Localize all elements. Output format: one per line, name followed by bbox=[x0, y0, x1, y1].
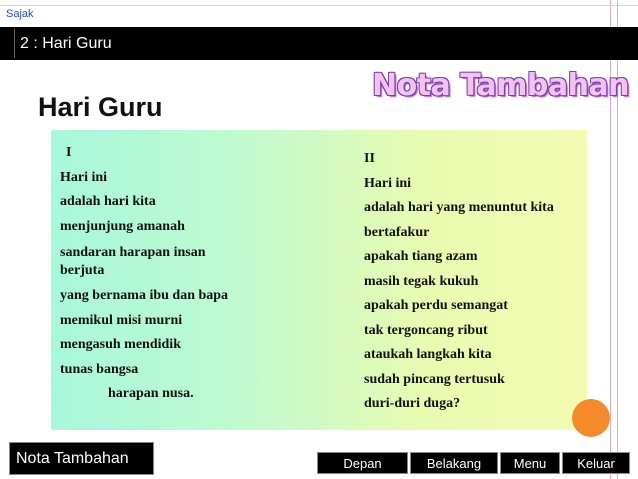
title-divider bbox=[14, 29, 15, 58]
stanza-one bbox=[60, 141, 260, 407]
nota-tambahan-button[interactable]: Nota Tambahan bbox=[9, 442, 154, 475]
ruled-line bbox=[0, 5, 638, 6]
poem-line: Hari ini bbox=[60, 169, 108, 185]
poem-line: apakah tiang azam bbox=[364, 249, 478, 264]
nav-menu-button[interactable]: Menu bbox=[500, 452, 560, 474]
nav-depan-button[interactable]: Depan bbox=[317, 452, 408, 474]
nav-keluar-button[interactable]: Keluar bbox=[562, 452, 630, 474]
poem-line: berjuta bbox=[60, 263, 105, 278]
stanza-numeral: II bbox=[364, 151, 375, 166]
poem-line: tak tergoncang ribut bbox=[364, 322, 488, 338]
page-heading: Hari Guru bbox=[38, 92, 163, 122]
nav-belakang-button[interactable]: Belakang bbox=[410, 452, 498, 474]
orange-dot-decoration bbox=[572, 399, 610, 437]
poem-line: ataukah langkah kita bbox=[364, 347, 492, 362]
poem-line: menjunjung amanah bbox=[60, 218, 185, 234]
poem-line: mengasuh mendidik bbox=[60, 337, 181, 352]
section-label: Sajak bbox=[6, 8, 34, 20]
stanza-numeral: I bbox=[66, 145, 72, 160]
stanza-two bbox=[364, 147, 594, 417]
poem-line: duri-duri duga? bbox=[364, 396, 461, 411]
poem-line: sandaran harapan insan bbox=[60, 245, 206, 260]
poem-line: sudah pincang tertusuk bbox=[364, 371, 505, 387]
poem-line: tunas bangsa bbox=[60, 361, 139, 377]
poem-line: yang bernama ibu dan bapa bbox=[60, 288, 229, 303]
poem-line: memikul misi murni bbox=[60, 312, 183, 328]
poem-line: apakah perdu semangat bbox=[364, 298, 508, 313]
poem-line: masih tegak kukuh bbox=[364, 273, 479, 289]
poem-line: Hari ini bbox=[364, 175, 412, 191]
poem-line: harapan nusa. bbox=[108, 386, 194, 401]
slide-title-bar bbox=[0, 27, 638, 60]
poem-line: adalah hari yang menuntut kita bbox=[364, 200, 554, 215]
poem-line: bertafakur bbox=[364, 224, 430, 240]
poem-line: adalah hari kita bbox=[60, 194, 156, 209]
slide-title: 2 : Hari Guru bbox=[20, 35, 112, 52]
nota-tambahan-badge: Nota Tambahan bbox=[372, 68, 630, 103]
